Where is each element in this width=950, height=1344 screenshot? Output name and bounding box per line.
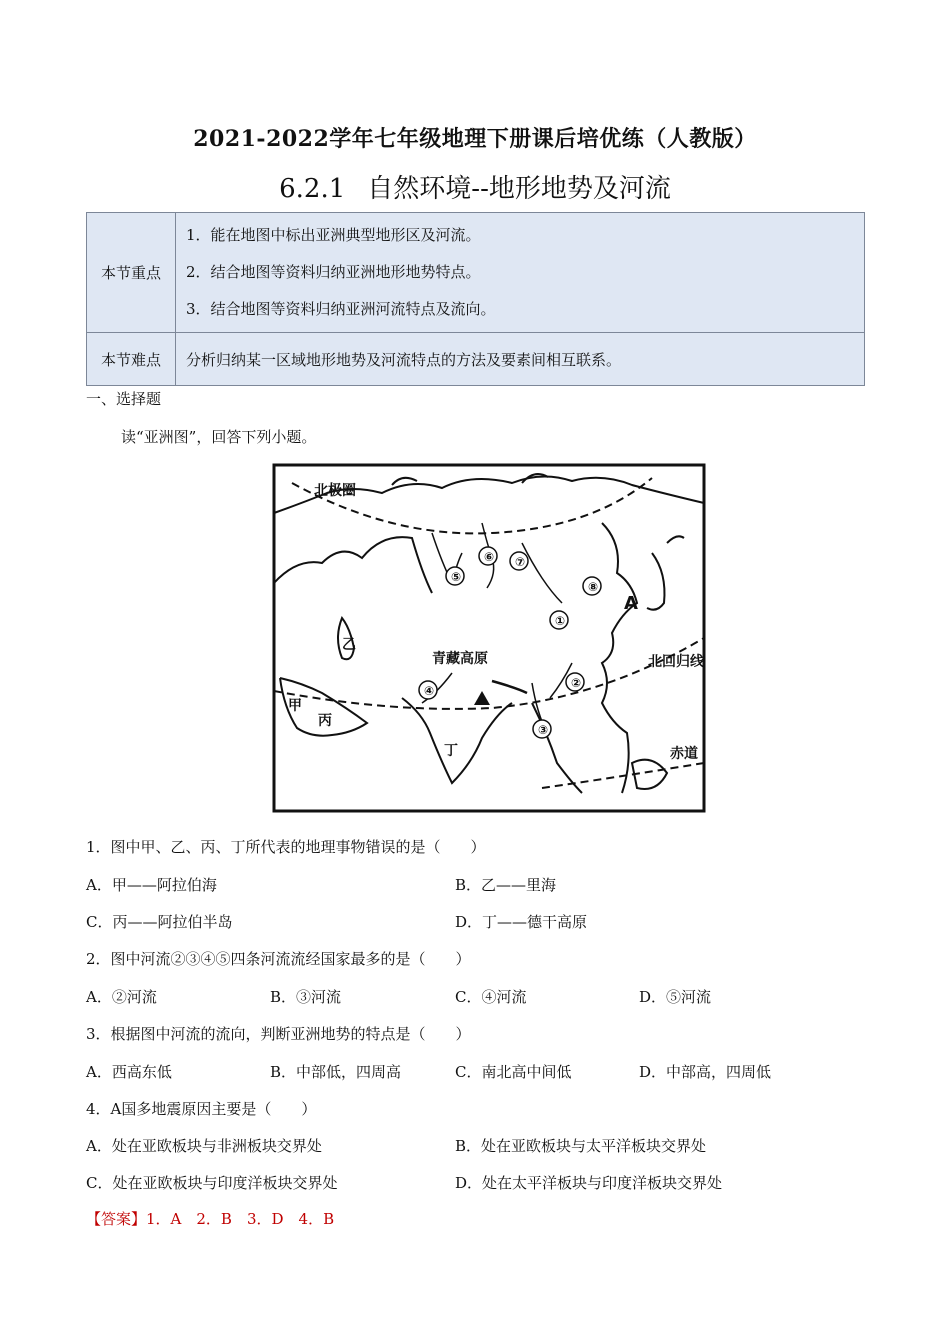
river-marker-3: ③ (538, 723, 549, 737)
document-title: 2021-2022学年七年级地理下册课后培优练（人教版） (193, 126, 757, 152)
river-marker-2: ② (571, 676, 582, 690)
question-1-option-c: C．丙——阿拉伯半岛 (86, 913, 233, 931)
tibet-label: 青藏高原 (432, 651, 488, 667)
key-point: 1．能在地图中标出亚洲典型地形区及河流。 (186, 226, 481, 244)
section-heading: 一、选择题 (86, 390, 162, 408)
question-2-option-d: D．⑤河流 (639, 988, 712, 1006)
river-marker-8: ⑧ (588, 580, 599, 594)
question-1-option-a: A．甲——阿拉伯海 (86, 876, 217, 894)
river-marker-6: ⑥ (484, 550, 495, 564)
question-3-option-c: C．南北高中间低 (455, 1063, 572, 1081)
tropic-label: 北回归线 (648, 654, 704, 670)
answer-label: 【答案】 (86, 1210, 147, 1228)
question-4-stem: 4．A国多地震原因主要是（ ） (86, 1100, 317, 1118)
river-marker-1: ① (555, 614, 566, 628)
river-marker-7: ⑦ (515, 555, 526, 569)
difficulty-row (87, 333, 865, 386)
question-3-option-b: B．中部低，四周高 (270, 1063, 402, 1081)
label-ding: 丁 (444, 743, 458, 759)
question-2-option-a: A．②河流 (86, 988, 157, 1006)
label-yi: 乙 (342, 637, 356, 653)
answer-text: 1．A 2．B 3．D 4．B (146, 1210, 335, 1228)
asia-map (272, 463, 706, 813)
key-points-label: 本节重点 (87, 213, 176, 333)
learning-focus-table (86, 212, 865, 386)
question-4-option-b: B．处在亚欧板块与太平洋板块交界处 (455, 1137, 707, 1155)
question-2-option-b: B．③河流 (270, 988, 342, 1006)
key-point: 2．结合地图等资料归纳亚洲地形地势特点。 (186, 263, 481, 281)
equator-label: 赤道 (670, 746, 698, 762)
question-1-option-d: D．丁——德干高原 (455, 913, 588, 931)
label-bing: 丙 (318, 713, 332, 729)
question-3-option-a: A．西高东低 (86, 1063, 172, 1081)
key-point: 3．结合地图等资料归纳亚洲河流特点及流向。 (186, 300, 496, 318)
section-name: 自然环境--地形地势及河流 (367, 174, 671, 204)
arctic-circle-label: 北极圈 (314, 483, 356, 499)
question-4-option-d: D．处在太平洋板块与印度洋板块交界处 (455, 1174, 723, 1192)
river-marker-5: ⑤ (451, 570, 462, 584)
key-points-cell (176, 213, 865, 333)
difficulty-label: 本节难点 (87, 333, 176, 386)
label-country-a: A (624, 593, 638, 614)
question-4-option-a: A．处在亚欧板块与非洲板块交界处 (86, 1137, 322, 1155)
river-marker-4: ④ (424, 684, 435, 698)
section-number: 6.2.1 (279, 174, 346, 204)
difficulty-text: 分析归纳某一区域地形地势及河流特点的方法及要素间相互联系。 (176, 333, 865, 386)
question-1-stem: 1．图中甲、乙、丙、丁所代表的地理事物错误的是（ ） (86, 838, 486, 856)
question-1-option-b: B．乙——里海 (455, 876, 557, 894)
question-4-option-c: C．处在亚欧板块与印度洋板块交界处 (86, 1174, 338, 1192)
question-2-stem: 2．图中河流②③④⑤四条河流流经国家最多的是（ ） (86, 950, 471, 968)
key-points-row (87, 213, 865, 333)
label-jia: 甲 (288, 698, 302, 714)
question-3-option-d: D．中部高，四周低 (639, 1063, 772, 1081)
lead-text: 读“亚洲图”，回答下列小题。 (121, 428, 317, 446)
question-3-stem: 3．根据图中河流的流向，判断亚洲地势的特点是（ ） (86, 1025, 471, 1043)
section-title (0, 168, 950, 205)
answer-line (86, 1208, 334, 1229)
question-2-option-c: C．④河流 (455, 988, 527, 1006)
